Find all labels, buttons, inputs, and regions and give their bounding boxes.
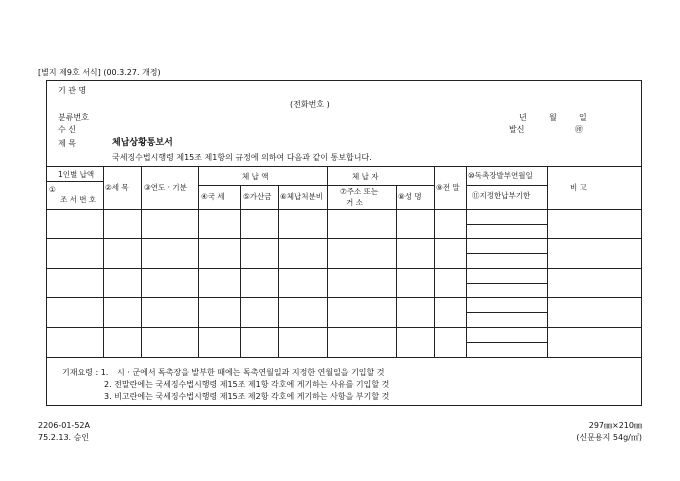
date-month: 월 xyxy=(549,113,557,122)
date-split-line xyxy=(466,342,547,343)
col6-header: ⑥체납처분비 xyxy=(280,192,323,201)
notes-item-2: 2. 전말란에는 국세징수법시행령 제15조 제1항 각호에 게기하는 사유를 기입할 것 xyxy=(104,380,390,389)
table-bottom-line xyxy=(46,357,642,358)
date-split-line xyxy=(466,253,547,254)
table-row-line xyxy=(46,238,642,239)
table-header-bottom-line xyxy=(46,209,642,210)
form-code: 2206-01-52A xyxy=(38,421,90,430)
col4-header: ④국 세 xyxy=(201,192,225,201)
col-line xyxy=(466,166,467,357)
date-split-line xyxy=(466,224,547,225)
table-row-line xyxy=(46,327,642,328)
subject-value: 체납상황통보서 xyxy=(112,138,173,148)
table-row-line xyxy=(46,268,642,269)
table-row-line xyxy=(46,297,642,298)
col-line xyxy=(198,166,199,357)
col11-header: ⑪지정한납부기한 xyxy=(472,191,531,200)
date-day: 일 xyxy=(579,113,587,122)
class-no-label: 분류번호 xyxy=(58,113,89,122)
defaulter-subheader-line xyxy=(327,185,434,186)
notes-item-1: 시 · 군에서 독촉장을 발부한 때에는 독촉연월일과 지정한 연월일을 기입할 것 xyxy=(117,368,385,377)
date-split-line xyxy=(466,283,547,284)
seal-mark: ㊞ xyxy=(575,125,583,134)
col-line xyxy=(327,166,328,357)
intro-text: 국세징수법시행령 제15조 제1항의 규정에 의하여 다음과 같이 통보합니다. xyxy=(112,153,372,162)
agency-label: 기 관 명 xyxy=(58,86,87,95)
col1-mid-line xyxy=(46,181,103,182)
col1-header-bottom: 조 서 번 호 xyxy=(60,195,97,204)
remarks-header: 비 고 xyxy=(570,183,587,192)
col-line xyxy=(103,166,104,357)
approval-date: 75.2.13. 승인 xyxy=(38,433,90,442)
notes-title: 기재요령 : 1. xyxy=(62,368,109,377)
col7-header-line2: 거 소 xyxy=(346,198,363,207)
col-line xyxy=(547,166,548,357)
col7-header-line1: ⑦주소 또는 xyxy=(340,187,379,196)
col-line xyxy=(240,185,241,357)
col-line xyxy=(141,166,142,357)
date-year: 년 xyxy=(519,113,527,122)
col8-header: ⑧성 명 xyxy=(398,192,422,201)
recipient-label: 수 신 xyxy=(58,125,76,134)
col-line xyxy=(396,185,397,357)
col-line xyxy=(278,185,279,357)
notes-item-3: 3. 비고란에는 국세징수법시행령 제15조 제2항 각호에 게기하는 사항을 부기할 것 xyxy=(104,392,390,401)
amount-subheader-line xyxy=(198,185,327,186)
col9-header: ⑨전 말 xyxy=(436,183,460,192)
col5-header: ⑤가산금 xyxy=(243,192,272,201)
table-top-line xyxy=(46,166,642,167)
paper-type: (신문용지 54g/㎡) xyxy=(576,433,642,442)
col2-header: ②세 목 xyxy=(105,183,129,192)
col1-header-num: ① xyxy=(49,185,56,194)
col-line xyxy=(434,166,435,357)
form-tag: [별지 제9호 서식] (00.3.27. 개정) xyxy=(38,68,161,77)
sender-label: 발신 xyxy=(509,125,525,134)
paper-size: 297㎜×210㎜ xyxy=(588,421,642,430)
phone-label: (전화번호 ) xyxy=(290,100,330,109)
col3-header: ③연도 · 기분 xyxy=(144,183,187,192)
subject-label: 제 목 xyxy=(58,139,76,148)
amount-group-header: 체 납 액 xyxy=(242,172,269,181)
col1-header-top: 1인별 납액 xyxy=(58,170,95,179)
col10-header: ⑩독촉장발부연월일 xyxy=(468,171,533,180)
date-split-line xyxy=(466,312,547,313)
defaulter-group-header: 체 납 자 xyxy=(352,172,379,181)
dates-subheader-line xyxy=(466,185,547,186)
